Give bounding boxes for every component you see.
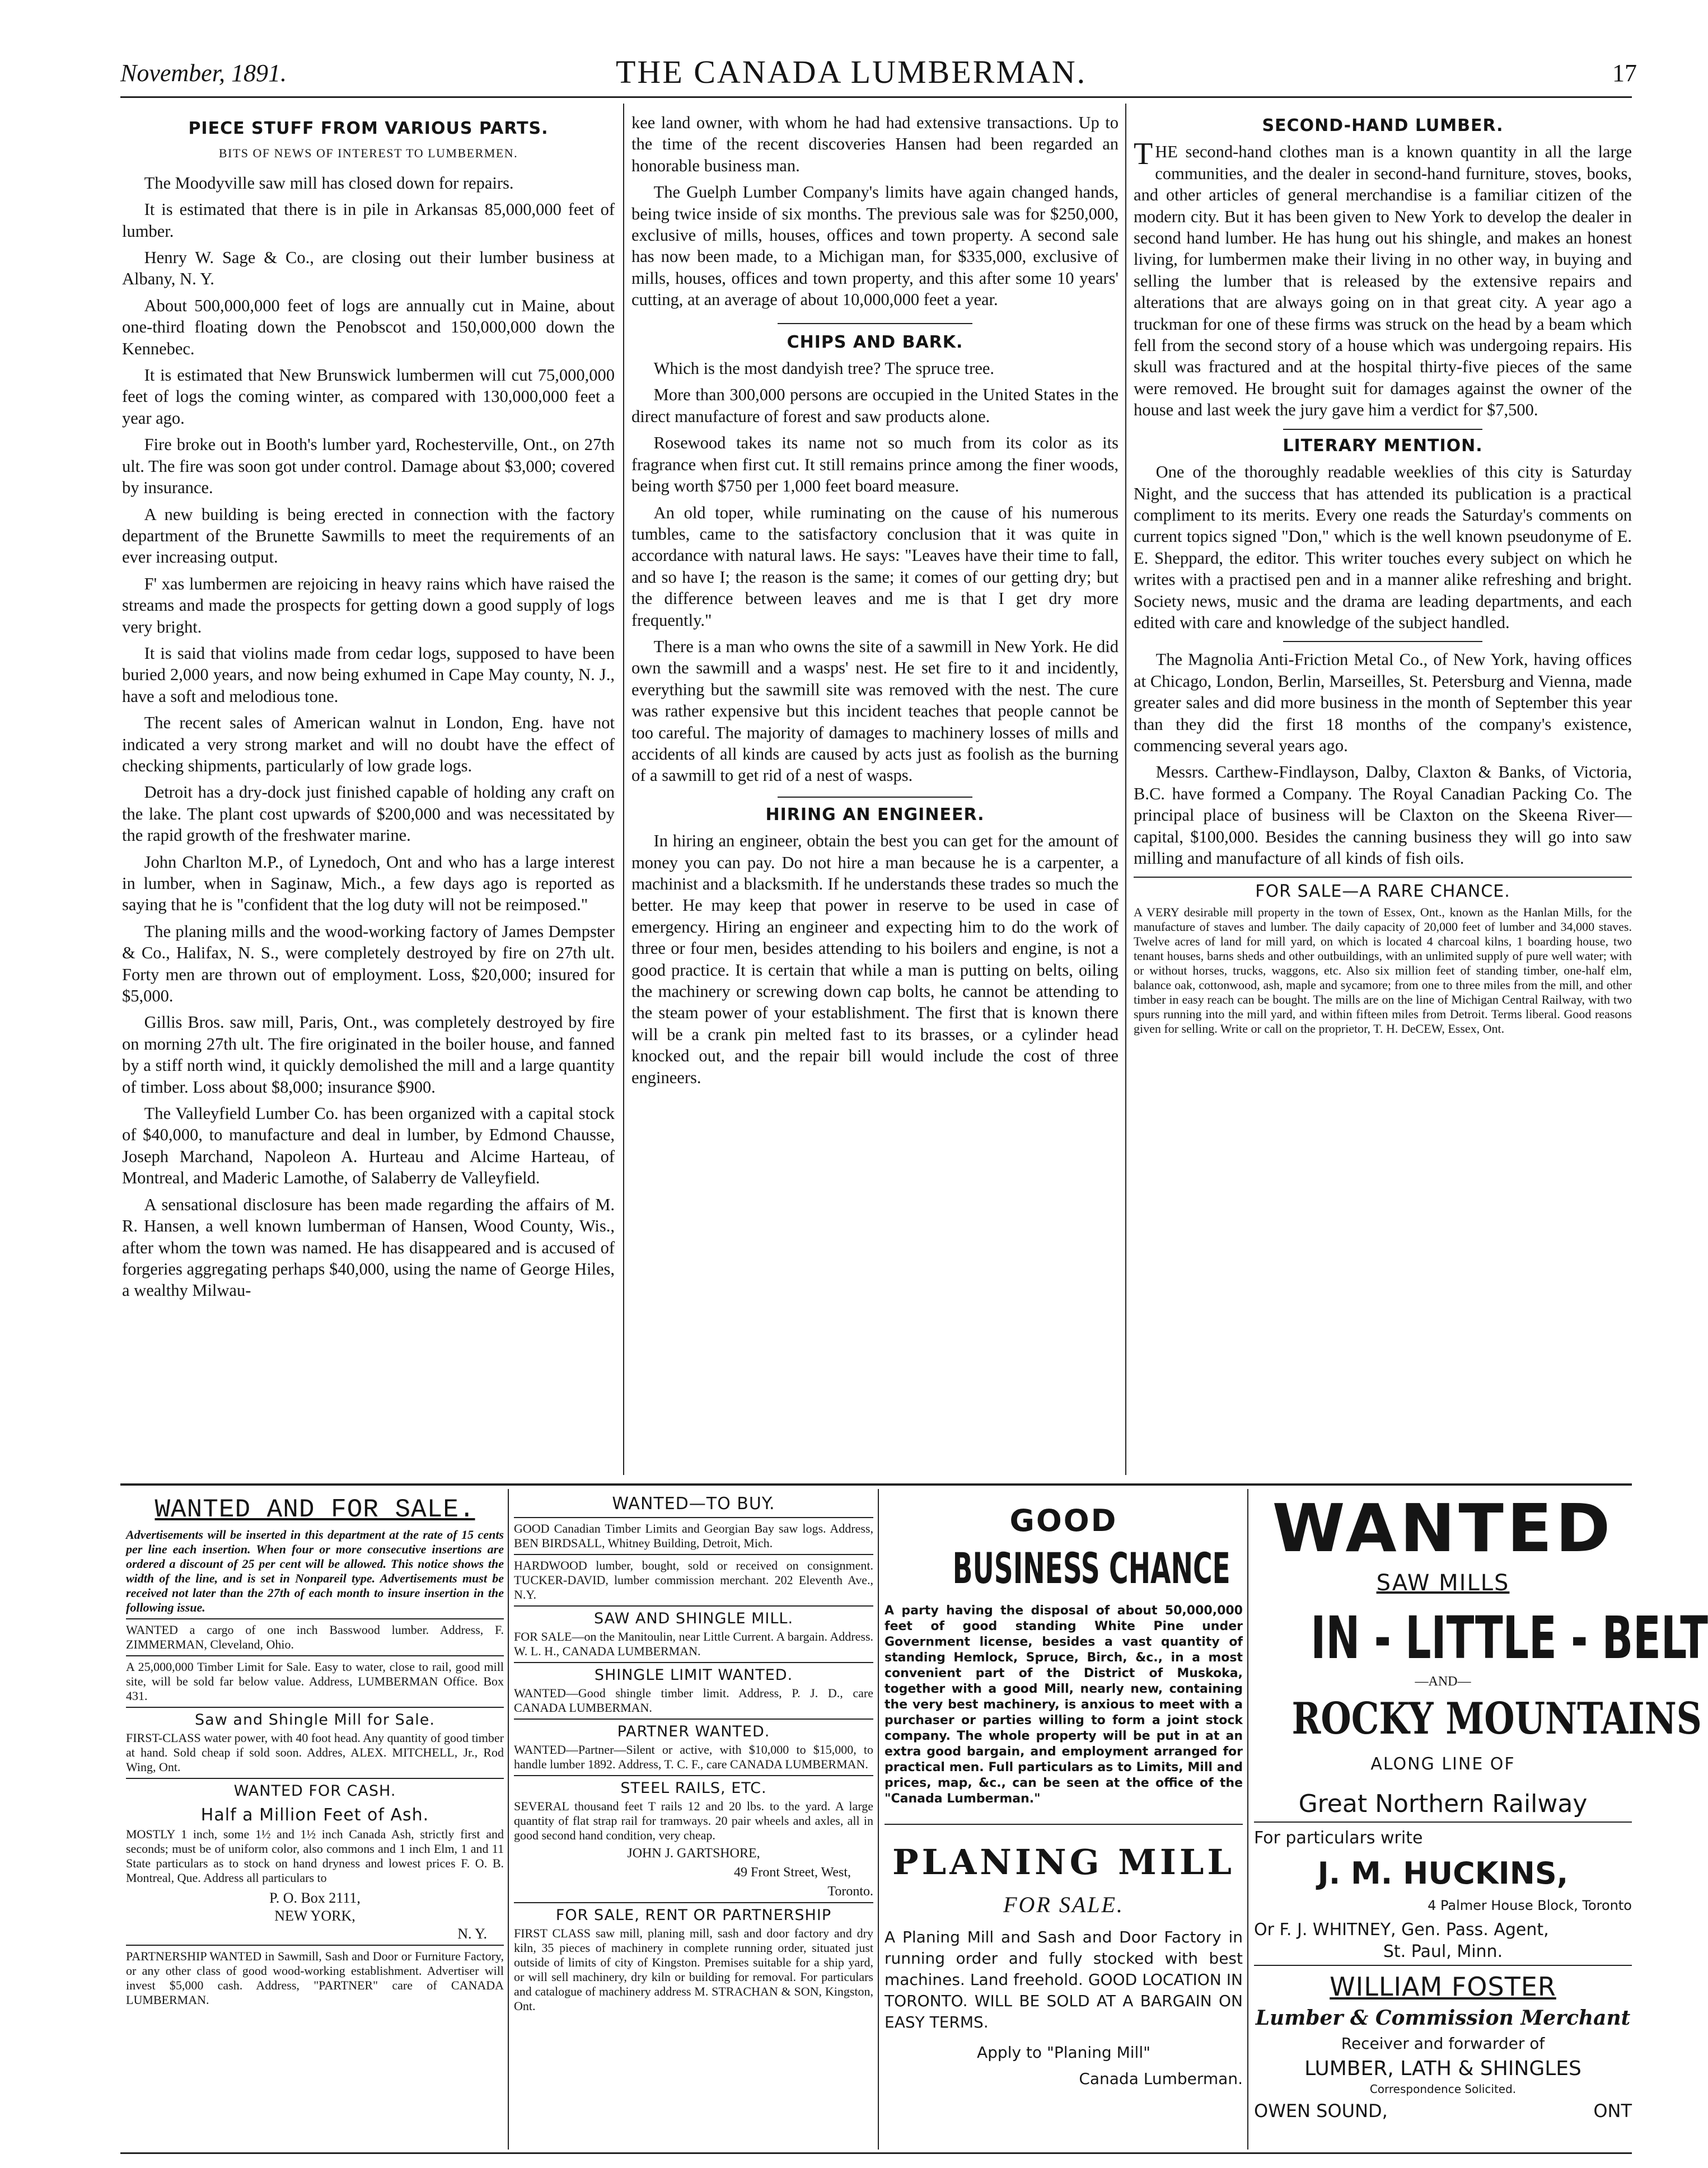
wanted-to-buy-ads (514, 1492, 873, 2152)
ad-rule (1254, 1822, 1632, 1823)
chips-item: Which is the most dandyish tree? The spruce tree. (653, 359, 995, 378)
apply-line: Apply to "Planing Mill" (977, 2043, 1150, 2062)
ad-rule (514, 1517, 873, 1518)
ad-signer: JOHN J. GARTSHORE, (627, 1846, 760, 1861)
foster-line-3: Correspondence Solicited. (1369, 2082, 1517, 2096)
section-title-chips: CHIPS AND BARK. (787, 332, 963, 352)
ad-rule (885, 1824, 1243, 1825)
literary-text: One of the thoroughly readable weeklies of this city is Saturday Night, and the success that has attended its publication is a practical compliment to its merits. Every one reads the Saturday's comments on current topics signed "Don," which is the well known pseudonyme of E. E. Sheppard, the editor. This writer touches every subject on which he writes with a practised pen and in a manner alike refreshing and bright. Society news, music and the drama are leading departments, and each edited with care and knowledge of the subject handled. (1134, 462, 1632, 632)
news-item: The planing mills and the wood-working factory of James Dempster & Co., Halifax, N. S., were completely destroyed by fire on 27th ult. Forty men are thrown out of employment. Loss, $20,000; insured for $5,000. (122, 921, 615, 1006)
masthead-title: THE CANADA LUMBERMAN. (616, 54, 1087, 90)
ad-rule (126, 1778, 504, 1779)
for-sale-title: FOR SALE—A RARE CHANCE. (1255, 882, 1510, 902)
wanted-cash-title: WANTED FOR CASH. (233, 1782, 396, 1800)
page-bottom-rule (120, 2152, 1632, 2154)
ad-hardwood: HARDWOOD lumber, bought, sold or received on consignment. TUCKER-DAVID, lumber commission merchant. 202 Eleventh Ave., N.Y. (514, 1558, 873, 1602)
section-divider (778, 323, 972, 324)
news-item: The recent sales of American walnut in London, Eng. have not indicated a very strong market and will no doubt have the effect of checking shipments, particularly of low grade logs. (122, 713, 615, 775)
saw-shingle-title: Saw and Shingle Mill for Sale. (195, 1711, 435, 1729)
ad-rule (126, 1945, 504, 1946)
ad-divider (508, 1489, 509, 2150)
rent-partnership-title: FOR SALE, RENT OR PARTNERSHIP (555, 1907, 832, 1924)
ad-timber-limit: A 25,000,000 Timber Limit for Sale. Easy to water, close to rail, good mill site, will be sold far below value. Address, LUMBERMAN Office. Box 431. (126, 1660, 504, 1703)
page-number: 17 (1612, 59, 1637, 87)
foster-role: Lumber & Commission Merchant (1255, 2006, 1631, 2030)
chips-item: An old toper, while ruminating on the cause of his numerous tumbles, came to the satisfactory conclusion that it was quite in accordance with natural laws. He says: "Leaves have their time to fall, and so have I; the reason is the same; it comes of our getting dry; but the difference between leaves and me is that I get dry more frequently." (631, 503, 1119, 630)
ad-rule (126, 1707, 504, 1708)
engineer-text: In hiring an engineer, obtain the best you can get for the amount of money you can pay. Do not hire a man because he is a carpenter, a machinist and a blacksmith. If he understands these trades so much the better. He may keep that power in reserve to be used in case of emergency. Hiring an engineer and expecting him to do the work of three or four men, besides attending to his boilers and engine, is not a good practice. It is certain that while a man is putting on belts, oiling the machinery or screwing down cap bolts, he cannot be attending to the steam power of your establishment. The first that is known there will be a crank pin melted fast to its brasses, or a cylinder head knocked out, and the repair bill would include the cost of three engineers. (631, 831, 1119, 1087)
ad-ash: MOSTLY 1 inch, some 1½ and 1½ inch Canada Ash, strictly first and seconds; must be of uniform color, also commons and 1 inch Elm, 1 and 11 State particulars as to stock on hand dryness and lowest prices F. O. B. Montreal, Que. Address all particulars to (126, 1827, 504, 1885)
column-right (1134, 112, 1632, 1481)
planing-mill-text: A Planing Mill and Sash and Door Factory in running order and fully stocked with best machines. Land freehold. GOOD LOCATION IN TORONTO. WILL BE SOLD AT A BARGAIN ON EASY TERMS. (885, 1928, 1243, 2031)
news-item: Fire broke out in Booth's lumber yard, Rochesterville, Ont., on 27th ult. The fire was soon got under control. Damage about $3,000; covered by insurance. (122, 435, 615, 498)
news-item: A new building is being erected in connection with the factory department of the Brunette Sawmills to meet the requirements of an ever increasing output. (122, 504, 615, 567)
ad-town: Toronto. (827, 1884, 873, 1899)
ad-rule (514, 1662, 873, 1663)
business-chance-ad (885, 1492, 1243, 2152)
rocky-mountains-heading: ROCKY MOUNTAINS (1291, 1693, 1702, 1744)
ads-top-rule (120, 1483, 1632, 1486)
news-item: The Guelph Lumber Company's limits have again changed hands, being twice inside of six months. The previous sale was for $250,000, exclusive of mills, houses, offices and town property. A second sale has now been made, to a Michigan man, for $335,000, exclusive of mills, houses, offices and town property, and this after some 10 years' cutting, at an average of about 10,000,000 feet a year. (631, 182, 1119, 310)
foster-location (1254, 2100, 1632, 2122)
ad-state: N. Y. (457, 1926, 487, 1942)
ad-rule (514, 1902, 873, 1903)
second-hand-text: THE second-hand clothes man is a known quantity in all the large communities, and the dealer in second-hand furniture, stoves, books, and other articles of general merchandise is a familiar citizen of the modern city. But it has been given to New York to develop the dealer in second hand lumber. He has hung out his shingle, and makes an honest living, for lumbermen make their living in no other way, in buying and selling the lumber that is released by the extensive repairs and alterations that are always going on in that great city. A year ago a truckman for one of these firms was struck on the head by a beam which fell from the second story of a house which was undergoing repairs. His skull was fractured and at the hospital thirty-five pieces of the same were removed. He brought suit for damages against the owner of the house and last week the jury gave him a verdict for $7,500. (1134, 137, 1632, 420)
saw-shingle-mill-title: SAW AND SHINGLE MILL. (593, 1610, 794, 1627)
column-divider (623, 104, 624, 1475)
business-chance-heading: BUSINESS CHANCE (952, 1543, 1230, 1593)
continued-paragraph: kee land owner, with whom he had had extensive transactions. Up to the time of the recent discoveries Hansen had been regarded an honorable business man. (631, 113, 1119, 175)
column-divider (1125, 104, 1126, 1475)
news-item: It is said that violins made from cedar logs, supposed to have been buried 2,000 years, and now being exhumed in Cape May county, N. J., have a soft and melodious tone. (122, 643, 615, 706)
ad-partner: WANTED—Partner—Silent or active, with $10,000 to $15,000, to handle lumber 1892. Address, T. C. F., care CANADA LUMBERMAN. (514, 1743, 873, 1771)
partner-wanted-title: PARTNER WANTED. (617, 1723, 770, 1740)
foster-name: WILLIAM FOSTER (1330, 1972, 1556, 2002)
section-divider (1283, 429, 1482, 430)
ad-rule (1254, 1965, 1632, 1966)
chips-item: There is a man who owns the site of a sawmill in New York. He did own the sawmill and a wasps' nest. He set fire to it and incidently, everything but the sawmill site was removed with the nest. The cure was rather expensive but this incident teaches that people cannot be too careful. The majority of damages to machinery losses of mills and accidents of all kinds are caused by acts just as foolish as the burning of a sawmill to get rid of a nest of wasps. (631, 636, 1119, 785)
ad-rule (126, 1655, 504, 1656)
foster-city: OWEN SOUND, (1254, 2100, 1388, 2122)
news-item: Detroit has a dry-dock just finished capable of holding any craft on the lake. The plant cost upwards of $200,000 and was necessitated by the rapid growth of the freshwater marine. (122, 783, 615, 845)
ad-rule (1134, 877, 1632, 878)
ad-timber-limits: GOOD Canadian Timber Limits and Georgian Bay saw logs. Address, BEN BIRDSALL, Whitney Building, Detroit, Mich. (514, 1521, 873, 1550)
good-heading: GOOD (1009, 1503, 1118, 1538)
news-item: Gillis Bros. saw mill, Paris, Ont., was completely destroyed by fire on morning 27th ult. The fire originated in the boiler house, and fanned by a stiff north wind, it quickly demolished the mill and a large quantity of timber. Loss about $8,000; insurance $900. (122, 1013, 615, 1097)
wanted-big-heading: WANTED (1272, 1490, 1614, 1567)
and-separator: —AND— (1415, 1674, 1471, 1689)
news-item: A sensational disclosure has been made regarding the affairs of M. R. Hansen, a well known lumberman of Hansen, Wood County, Wis., after whom the town was named. He has disappeared and is accused of forgeries aggregating perhaps $40,000, using the name of George Hiles, a wealthy Milwau- (122, 1195, 615, 1300)
chips-item: Rosewood takes its name not so much from its color as its fragrance when first cut. It still remains prince among the finer woods, being worth $750 per 1,000 feet board measure. (631, 433, 1119, 496)
magnolia-text: The Magnolia Anti-Friction Metal Co., of New York, having offices at Chicago, London, Berlin, Marseilles, St. Petersburg and Vienna, made greater sales and did more business in the month of September this year than they did the first 18 months of the company's existence, commencing several years ago. (1134, 650, 1632, 755)
little-belt-heading: IN - LITTLE - BELT (1311, 1604, 1708, 1672)
news-item: The Moodyville saw mill has closed down for repairs. (144, 173, 514, 193)
carthew-text: Messrs. Carthew-Findlayson, Dalby, Claxton & Banks, of Victoria, B.C. have formed a Company. The Royal Canadian Packing Co. The principal place of business will be Claxton on the Skeena River—capital, $100,000. Besides the canning business they will go into saw milling and manufacture of all kinds of fish oils. (1134, 762, 1632, 868)
section-title-engineer: HIRING AN ENGINEER. (765, 804, 985, 825)
section-divider (1283, 641, 1482, 642)
column-middle (631, 112, 1119, 1481)
news-item: It is estimated that New Brunswick lumbermen will cut 75,000,000 feet of logs the coming winter, as compared with 130,000,000 feet a year ago. (122, 366, 615, 428)
along-line-text: ALONG LINE OF (1370, 1754, 1515, 1774)
news-item: It is estimated that there is in pile in Arkansas 85,000,000 feet of lumber. (122, 200, 615, 241)
news-item: About 500,000,000 feet of logs are annually cut in Maine, about one-third floating down the Penobscot and 150,000,000 down the Kennebec. (122, 296, 615, 358)
ad-divider (878, 1489, 879, 2150)
ad-partnership: PARTNERSHIP WANTED in Sawmill, Sash and Door or Furniture Factory, or any other class of good wood-working establishment. Advertiser will invest $5,000 cash. Address, "PARTNER" care of CANADA LUMBERMAN. (126, 1949, 504, 2007)
foster-province: ONT (1593, 2100, 1632, 2122)
ad-kingston: FIRST CLASS saw mill, planing mill, sash and door factory and dry kiln, 35 pieces of machinery in complete running order, situated just outside of limits of city of Kingston. Premises suitable for a ship yard, or will sell machinery, dry kiln or building for removal. For particulars and catalogue of machinery address M. STRACHAN & SON, Kingston, Ont. (514, 1926, 873, 2013)
column-piece-stuff (122, 115, 615, 1481)
foster-line-1: Receiver and forwarder of (1341, 2034, 1545, 2053)
chips-item: More than 300,000 persons are occupied in the United States in the direct manufacture of forest and saw products alone. (631, 385, 1119, 426)
section-title-literary: LITERARY MENTION. (1283, 436, 1483, 456)
ad-manitoulin: FOR SALE—on the Manitoulin, near Little Current. A bargain. Address. W. L. H., CANADA LUMBERMAN. (514, 1629, 873, 1658)
huckins-address: 4 Palmer House Block, Toronto (1428, 1898, 1632, 1913)
ad-notice: Advertisements will be inserted in this department at the rate of 15 cents per line each insertion. When four or more consecutive insertions are ordered a discount of 25 per cent will be allowed. This notice shows the width of the line, and is set in Nonpareil type. Advertisements must be received not later than the 27th of each month to insure insertion in the following issue. (126, 1528, 504, 1614)
news-item: F' xas lumbermen are rejoicing in heavy rains which have raised the streams and made the prospects for getting down a good supply of logs very bright. (122, 574, 615, 636)
ad-basswood: WANTED a cargo of one inch Basswood lumber. Address, F. ZIMMERMAN, Cleveland, Ohio. (126, 1623, 504, 1651)
ad-divider (1247, 1489, 1248, 2150)
ad-rule (514, 1554, 873, 1555)
for-sale-text: A VERY desirable mill property in the town of Essex, Ont., known as the Hanlan Mills, for the manufacture of staves and lumber. The daily capacity of 20,000 feet of lumber and 34,000 staves. Twelve acres of land for mill yard, on which is located 4 charcoal kilns, 1 boarding house, two tenant houses, barns sheds and other outbuildings, with an unlimited supply of pure well water; with or without horses, trucks, waggons, etc. Also six million feet of standing timber, one-half elm, balance oak, cottonwood, ash, maple and sycamore; from one to three miles from the mill, and other timber in easy reach can be bought. The mills are on the line of Michigan Central Railway, with two spurs running into the mill yard, and within fifteen miles from Detroit. Terms liberal. Good reasons given for selling. Write or call on the proprietor, T. H. DeCEW, Essex, Ont. (1134, 905, 1632, 1036)
steel-rails-title: STEEL RAILS, ETC. (620, 1780, 767, 1797)
great-northern-text: Great Northern Railway (1298, 1790, 1588, 1818)
saw-mills-heading: SAW MILLS (1376, 1570, 1510, 1596)
foster-line-2: LUMBER, LATH & SHINGLES (1304, 2057, 1581, 2080)
ad-water-power: FIRST-CLASS water power, with 40 foot head. Any quantity of good timber at hand. Sold cheap if sold soon. Addres, ALEX. MITCHELL, Jr., Rod Wing, Ont. (126, 1731, 504, 1774)
section-divider (778, 797, 972, 798)
ash-title: Half a Million Feet of Ash. (200, 1805, 429, 1825)
ad-rule (126, 1618, 504, 1619)
wanted-saw-mills-ad (1254, 1490, 1708, 2152)
ad-rule (514, 1605, 873, 1607)
apply-line-2: Canada Lumberman. (1079, 2069, 1243, 2088)
particulars-text: For particulars write (1254, 1828, 1423, 1848)
whitney-line: Or F. J. WHITNEY, Gen. Pass. Agent, (1254, 1920, 1549, 1940)
wanted-and-for-sale-ads (126, 1492, 504, 2152)
news-item: The Valleyfield Lumber Co. has been organized with a capital stock of $40,000, to manufacture and deal in lumber, by Edmond Chausse, Joseph Marchand, Napoleon A. Hurteau and Alcime Harteau, of Montreal, and Maderic Lamothe, of Salaberry de Valleyfield. (122, 1104, 615, 1188)
shingle-limit-title: SHINGLE LIMIT WANTED. (594, 1666, 793, 1684)
news-item: John Charlton M.P., of Lynedoch, Ont and who has a large interest in lumber, when in Saginaw, Mich., a few days ago is reported as saying that he is "confident that the log duty will not be reimposed." (122, 852, 615, 915)
ad-street: 49 Front Street, West, (734, 1865, 851, 1880)
planing-mill-heading: PLANING MILL (892, 1842, 1236, 1883)
ad-steel-rails: SEVERAL thousand feet T rails 12 and 20 lbs. to the yard. A large quantity of flat strap rail for tramways. 20 pair wheels and axles, all in good second hand condition, very cheap. (514, 1799, 873, 1842)
st-paul-line: St. Paul, Minn. (1383, 1942, 1503, 1961)
header-rule (120, 96, 1632, 98)
planing-mill-subheading: FOR SALE. (1003, 1892, 1124, 1917)
ad-box: P. O. Box 2111, (269, 1890, 361, 1906)
wanted-for-sale-title: WANTED AND FOR SALE. (155, 1495, 475, 1524)
ad-city: NEW YORK, (274, 1908, 355, 1924)
huckins-name: J. M. HUCKINS, (1317, 1856, 1569, 1891)
business-chance-text: A party having the disposal of about 50,000,000 feet of good standing White Pine under Government license, besides a vast quantity of standing Hemlock, Spruce, Birch, &c., in a most convenient part of the District of Muskoka, together with a good Mill, nearly new, containing the very best machinery, is anxious to meet with a purchaser or parties willing to form a joint stock company. The whole property will be put in at an extra good bargain, and employment arranged for practical men. Full particulars as to Limits, Mill and prices, map, &c., can be seen at the office of the "Canada Lumberman." (885, 1604, 1243, 1806)
ad-shingle-limit: WANTED—Good shingle timber limit. Address, P. J. D., care CANADA LUMBERMAN. (514, 1686, 873, 1715)
ad-rule (514, 1775, 873, 1776)
section-title-second-hand: SECOND-HAND LUMBER. (1262, 116, 1504, 135)
section-subtitle: BITS OF NEWS OF INTEREST TO LUMBERMEN. (218, 146, 518, 161)
news-item: Henry W. Sage & Co., are closing out their lumber business at Albany, N. Y. (122, 248, 615, 289)
issue-date: November, 1891. (120, 59, 287, 87)
ad-rule (514, 1719, 873, 1720)
wanted-to-buy-title: WANTED—TO BUY. (612, 1494, 775, 1514)
section-title-piece-stuff: PIECE STUFF FROM VARIOUS PARTS. (188, 119, 549, 138)
